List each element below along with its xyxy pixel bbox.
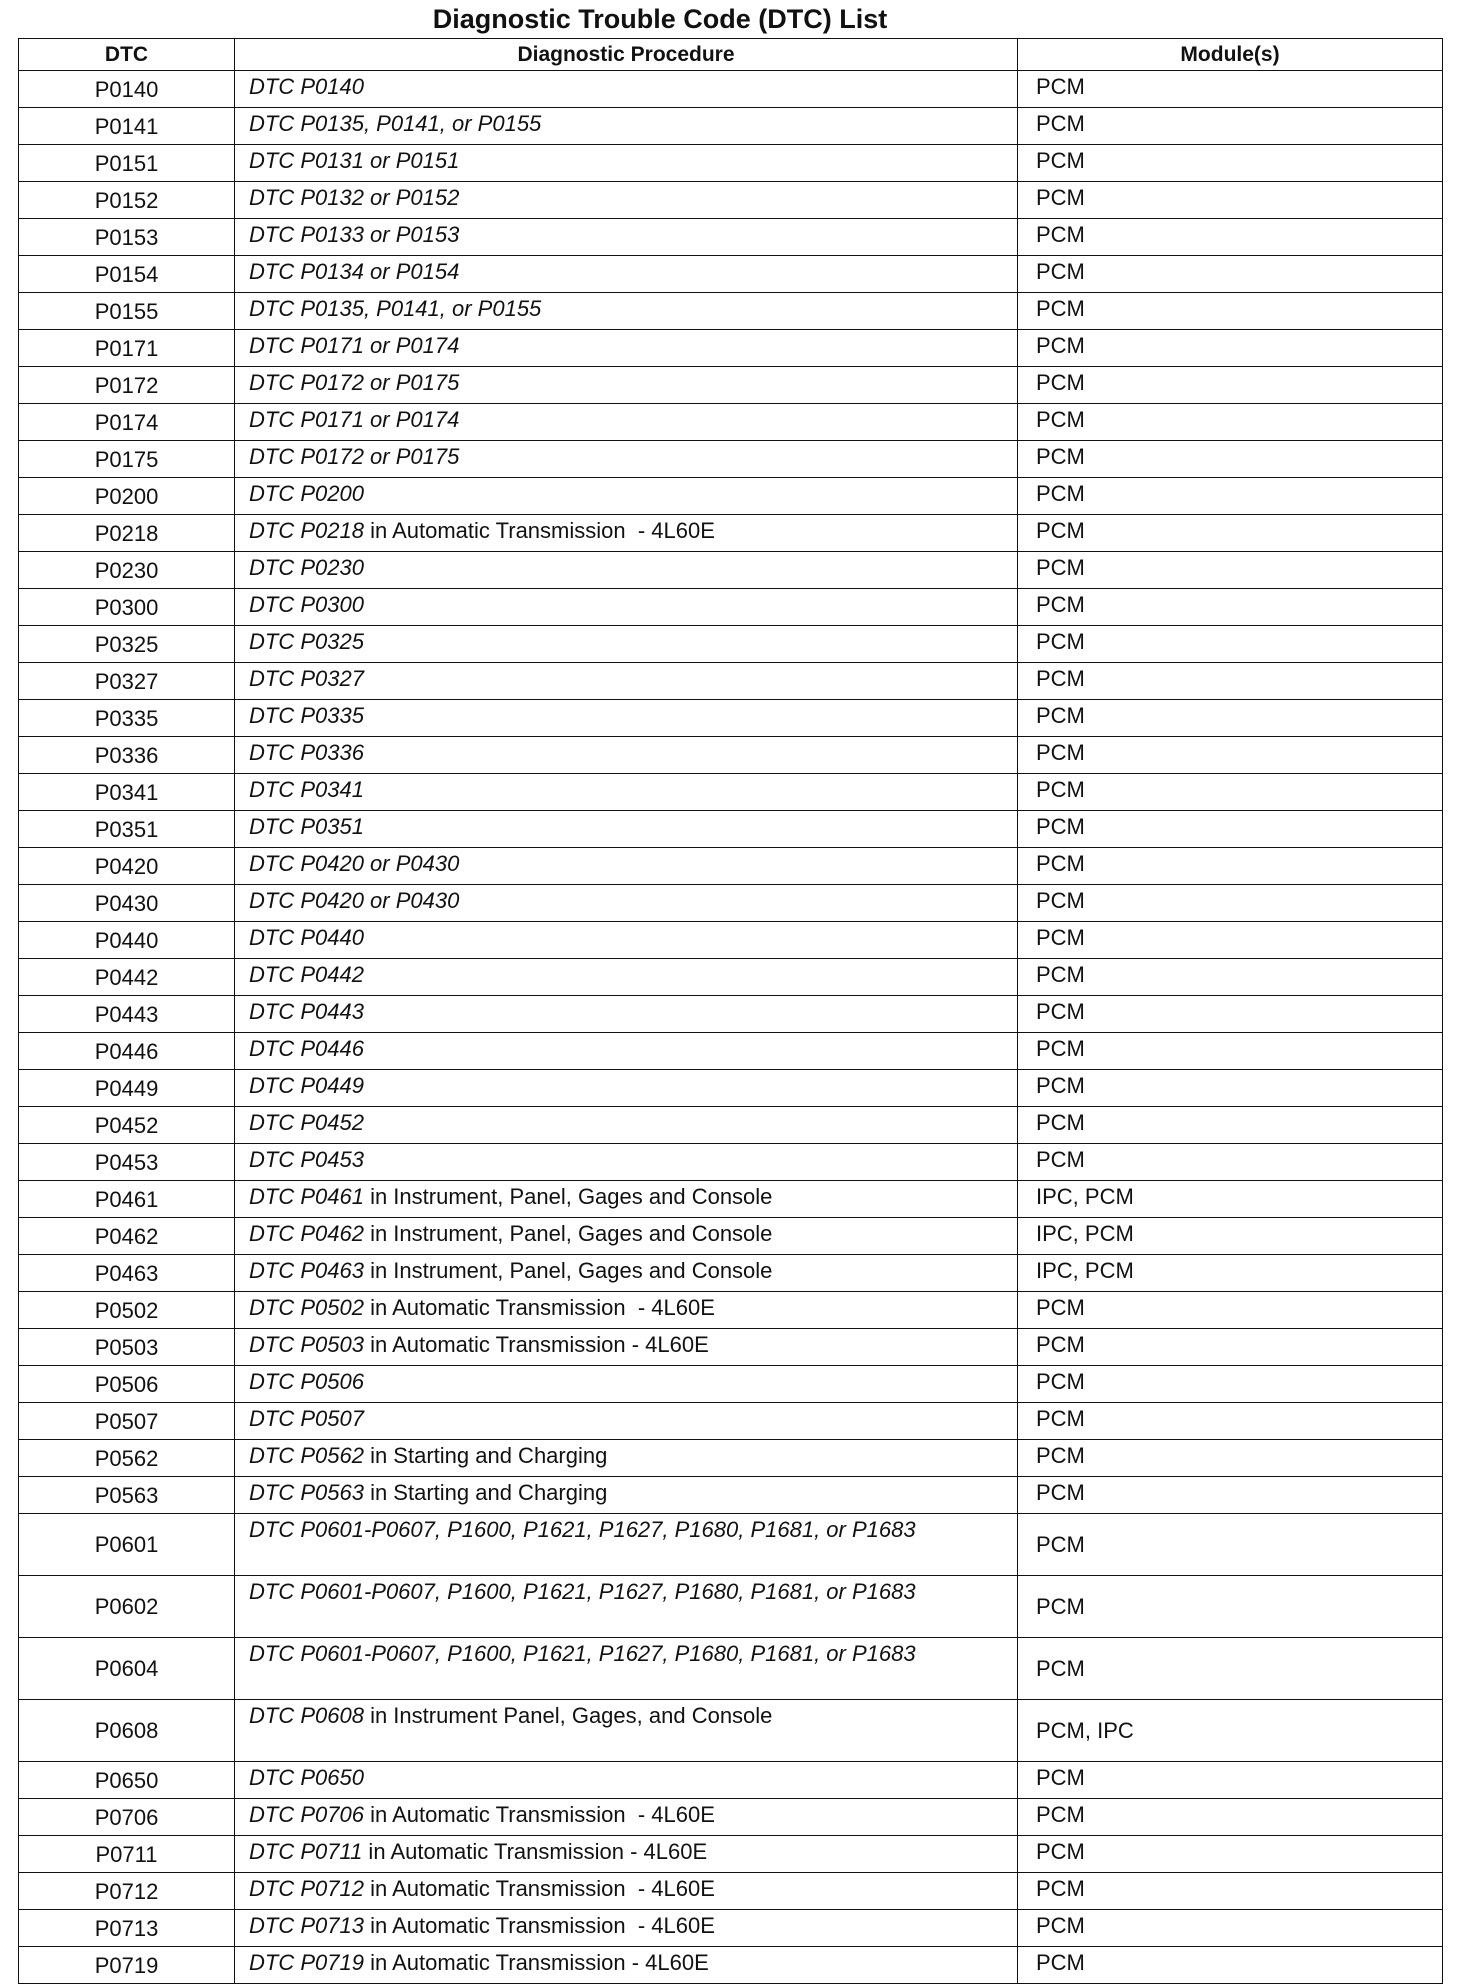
table-row — [19, 1576, 1443, 1638]
procedure-reference: DTC P0563 — [249, 1480, 364, 1505]
table-row — [19, 330, 1443, 367]
dtc-code: P0507 — [19, 1403, 235, 1440]
procedure-reference: DTC P0446 — [249, 1036, 364, 1061]
modules: PCM — [1018, 848, 1443, 885]
table-row — [19, 1181, 1443, 1218]
dtc-code: P0706 — [19, 1799, 235, 1836]
dtc-code: P0461 — [19, 1181, 235, 1218]
table-row — [19, 182, 1443, 219]
dtc-code: P0140 — [19, 71, 235, 108]
diagnostic-procedure — [235, 1107, 1018, 1144]
procedure-reference: DTC P0443 — [249, 999, 364, 1024]
modules: PCM — [1018, 996, 1443, 1033]
diagnostic-procedure — [235, 1070, 1018, 1107]
modules: PCM — [1018, 293, 1443, 330]
dtc-code: P0506 — [19, 1366, 235, 1403]
modules: PCM — [1018, 589, 1443, 626]
table-row — [19, 367, 1443, 404]
diagnostic-procedure — [235, 404, 1018, 441]
procedure-reference: DTC P0132 or P0152 — [249, 185, 460, 210]
procedure-reference: DTC P0601-P0607, P1600, P1621, P1627, P1680, P1681, or P1683 — [249, 1517, 916, 1542]
table-row — [19, 1255, 1443, 1292]
modules: PCM — [1018, 552, 1443, 589]
diagnostic-procedure — [235, 1403, 1018, 1440]
dtc-code: P0650 — [19, 1762, 235, 1799]
modules: IPC, PCM — [1018, 1255, 1443, 1292]
modules: PCM — [1018, 1440, 1443, 1477]
table-row — [19, 1107, 1443, 1144]
table-row — [19, 515, 1443, 552]
procedure-reference: DTC P0462 — [249, 1221, 364, 1246]
table-row — [19, 552, 1443, 589]
diagnostic-procedure — [235, 1255, 1018, 1292]
modules: PCM — [1018, 626, 1443, 663]
dtc-code: P0171 — [19, 330, 235, 367]
modules: PCM — [1018, 663, 1443, 700]
table-row — [19, 922, 1443, 959]
procedure-reference: DTC P0601-P0607, P1600, P1621, P1627, P1680, P1681, or P1683 — [249, 1579, 916, 1604]
dtc-code: P0604 — [19, 1638, 235, 1700]
dtc-code: P0218 — [19, 515, 235, 552]
procedure-location: in Instrument Panel, Gages, and Console — [363, 1703, 773, 1728]
dtc-code: P0341 — [19, 774, 235, 811]
diagnostic-procedure — [235, 700, 1018, 737]
table-row — [19, 848, 1443, 885]
procedure-reference: DTC P0712 — [249, 1876, 364, 1901]
table-row — [19, 626, 1443, 663]
diagnostic-procedure — [235, 774, 1018, 811]
procedure-reference: DTC P0442 — [249, 962, 364, 987]
procedure-location: in Automatic Transmission - 4L60E — [363, 1913, 715, 1938]
procedure-reference: DTC P0608 — [249, 1703, 364, 1728]
procedure-reference: DTC P0650 — [249, 1765, 364, 1790]
modules: PCM — [1018, 1070, 1443, 1107]
table-row — [19, 885, 1443, 922]
dtc-column-header: DTC — [19, 39, 235, 71]
modules: PCM — [1018, 885, 1443, 922]
dtc-code: P0300 — [19, 589, 235, 626]
table-row — [19, 1366, 1443, 1403]
procedure-column-header: Diagnostic Procedure — [235, 39, 1018, 71]
procedure-reference: DTC P0601-P0607, P1600, P1621, P1627, P1680, P1681, or P1683 — [249, 1641, 916, 1666]
modules: PCM — [1018, 478, 1443, 515]
modules: PCM — [1018, 1947, 1443, 1984]
dtc-code: P0430 — [19, 885, 235, 922]
procedure-reference: DTC P0172 or P0175 — [249, 370, 460, 395]
dtc-code: P0719 — [19, 1947, 235, 1984]
procedure-reference: DTC P0440 — [249, 925, 364, 950]
dtc-code: P0325 — [19, 626, 235, 663]
table-row — [19, 1329, 1443, 1366]
diagnostic-procedure — [235, 256, 1018, 293]
procedure-reference: DTC P0453 — [249, 1147, 364, 1172]
modules: PCM — [1018, 1836, 1443, 1873]
table-row — [19, 774, 1443, 811]
procedure-location: in Automatic Transmission - 4L60E — [363, 1876, 715, 1901]
diagnostic-procedure — [235, 663, 1018, 700]
procedure-location: in Instrument, Panel, Gages and Console — [363, 1184, 773, 1209]
dtc-code: P0502 — [19, 1292, 235, 1329]
procedure-location: in Starting and Charging — [363, 1443, 608, 1468]
table-row — [19, 71, 1443, 108]
modules: PCM — [1018, 1292, 1443, 1329]
diagnostic-procedure — [235, 367, 1018, 404]
procedure-reference: DTC P0135, P0141, or P0155 — [249, 296, 542, 321]
modules: PCM — [1018, 959, 1443, 996]
modules: PCM — [1018, 145, 1443, 182]
modules: PCM — [1018, 182, 1443, 219]
diagnostic-procedure — [235, 1218, 1018, 1255]
modules-column-header: Module(s) — [1018, 39, 1443, 71]
dtc-code: P0335 — [19, 700, 235, 737]
diagnostic-procedure — [235, 1638, 1018, 1700]
procedure-reference: DTC P0502 — [249, 1295, 364, 1320]
modules: PCM — [1018, 811, 1443, 848]
dtc-code: P0327 — [19, 663, 235, 700]
table-row — [19, 1033, 1443, 1070]
modules: PCM — [1018, 219, 1443, 256]
modules: PCM — [1018, 922, 1443, 959]
modules: PCM — [1018, 367, 1443, 404]
diagnostic-procedure — [235, 848, 1018, 885]
diagnostic-procedure — [235, 71, 1018, 108]
diagnostic-procedure — [235, 478, 1018, 515]
procedure-location: in Automatic Transmission - 4L60E — [363, 1802, 715, 1827]
table-row — [19, 441, 1443, 478]
diagnostic-procedure — [235, 1477, 1018, 1514]
diagnostic-procedure — [235, 1700, 1018, 1762]
modules: PCM — [1018, 737, 1443, 774]
table-row — [19, 589, 1443, 626]
procedure-location: in Automatic Transmission - 4L60E — [363, 518, 715, 543]
dtc-code: P0151 — [19, 145, 235, 182]
procedure-reference: DTC P0218 — [249, 518, 364, 543]
dtc-code: P0608 — [19, 1700, 235, 1762]
modules: PCM — [1018, 71, 1443, 108]
diagnostic-procedure — [235, 145, 1018, 182]
procedure-reference: DTC P0300 — [249, 592, 364, 617]
modules: PCM — [1018, 330, 1443, 367]
modules: PCM — [1018, 700, 1443, 737]
modules: PCM — [1018, 1144, 1443, 1181]
dtc-code: P0172 — [19, 367, 235, 404]
modules: PCM — [1018, 1403, 1443, 1440]
diagnostic-procedure — [235, 1514, 1018, 1576]
modules: PCM — [1018, 1762, 1443, 1799]
modules: PCM — [1018, 441, 1443, 478]
modules: PCM — [1018, 108, 1443, 145]
procedure-reference: DTC P0230 — [249, 555, 364, 580]
procedure-reference: DTC P0706 — [249, 1802, 364, 1827]
table-row — [19, 1403, 1443, 1440]
procedure-location: in Automatic Transmission - 4L60E — [363, 1295, 715, 1320]
dtc-code: P0154 — [19, 256, 235, 293]
dtc-code: P0503 — [19, 1329, 235, 1366]
procedure-reference: DTC P0135, P0141, or P0155 — [249, 111, 542, 136]
diagnostic-procedure — [235, 293, 1018, 330]
procedure-reference: DTC P0131 or P0151 — [249, 148, 460, 173]
diagnostic-procedure — [235, 1910, 1018, 1947]
dtc-code: P0712 — [19, 1873, 235, 1910]
table-row — [19, 663, 1443, 700]
modules: PCM — [1018, 1366, 1443, 1403]
dtc-code: P0230 — [19, 552, 235, 589]
procedure-location: in Automatic Transmission - 4L60E — [362, 1839, 708, 1864]
modules: IPC, PCM — [1018, 1181, 1443, 1218]
table-row — [19, 108, 1443, 145]
procedure-reference: DTC P0713 — [249, 1913, 364, 1938]
diagnostic-procedure — [235, 959, 1018, 996]
modules: PCM — [1018, 1873, 1443, 1910]
table-row — [19, 404, 1443, 441]
procedure-reference: DTC P0449 — [249, 1073, 364, 1098]
diagnostic-procedure — [235, 441, 1018, 478]
diagnostic-procedure — [235, 108, 1018, 145]
dtc-code: P0420 — [19, 848, 235, 885]
procedure-reference: DTC P0341 — [249, 777, 364, 802]
procedure-reference: DTC P0325 — [249, 629, 364, 654]
dtc-code: P0463 — [19, 1255, 235, 1292]
diagnostic-procedure — [235, 182, 1018, 219]
dtc-code: P0440 — [19, 922, 235, 959]
diagnostic-procedure — [235, 1799, 1018, 1836]
dtc-code: P0602 — [19, 1576, 235, 1638]
dtc-code: P0174 — [19, 404, 235, 441]
diagnostic-procedure — [235, 922, 1018, 959]
procedure-reference: DTC P0463 — [249, 1258, 364, 1283]
procedure-reference: DTC P0133 or P0153 — [249, 222, 460, 247]
modules: PCM, IPC — [1018, 1700, 1443, 1762]
diagnostic-procedure — [235, 1762, 1018, 1799]
diagnostic-procedure — [235, 1144, 1018, 1181]
table-row — [19, 478, 1443, 515]
table-row — [19, 1836, 1443, 1873]
dtc-code: P0141 — [19, 108, 235, 145]
table-row — [19, 811, 1443, 848]
diagnostic-procedure — [235, 1033, 1018, 1070]
procedure-reference: DTC P0200 — [249, 481, 364, 506]
procedure-reference: DTC P0461 — [249, 1184, 364, 1209]
dtc-code: P0711 — [19, 1836, 235, 1873]
table-row — [19, 219, 1443, 256]
procedure-reference: DTC P0420 or P0430 — [249, 851, 460, 876]
modules: PCM — [1018, 404, 1443, 441]
header-row — [19, 39, 1443, 71]
dtc-code: P0351 — [19, 811, 235, 848]
procedure-reference: DTC P0503 — [249, 1332, 364, 1357]
table-row — [19, 1514, 1443, 1576]
dtc-code: P0449 — [19, 1070, 235, 1107]
procedure-reference: DTC P0327 — [249, 666, 364, 691]
dtc-code: P0443 — [19, 996, 235, 1033]
dtc-code: P0175 — [19, 441, 235, 478]
procedure-reference: DTC P0351 — [249, 814, 364, 839]
table-row — [19, 700, 1443, 737]
procedure-reference: DTC P0336 — [249, 740, 364, 765]
modules: PCM — [1018, 774, 1443, 811]
table-row — [19, 1700, 1443, 1762]
procedure-reference: DTC P0506 — [249, 1369, 364, 1394]
table-row — [19, 1292, 1443, 1329]
modules: PCM — [1018, 1514, 1443, 1576]
page-title: Diagnostic Trouble Code (DTC) List — [432, 4, 888, 34]
modules: PCM — [1018, 1576, 1443, 1638]
procedure-reference: DTC P0420 or P0430 — [249, 888, 460, 913]
modules: IPC, PCM — [1018, 1218, 1443, 1255]
table-row — [19, 1638, 1443, 1700]
diagnostic-procedure — [235, 330, 1018, 367]
table-row — [19, 1070, 1443, 1107]
procedure-reference: DTC P0711 — [249, 1839, 363, 1864]
dtc-code: P0453 — [19, 1144, 235, 1181]
table-row — [19, 1799, 1443, 1836]
procedure-reference: DTC P0507 — [249, 1406, 364, 1431]
diagnostic-procedure — [235, 811, 1018, 848]
dtc-code: P0713 — [19, 1910, 235, 1947]
diagnostic-procedure — [235, 1181, 1018, 1218]
diagnostic-procedure — [235, 885, 1018, 922]
table-row — [19, 959, 1443, 996]
diagnostic-procedure — [235, 626, 1018, 663]
modules: PCM — [1018, 256, 1443, 293]
diagnostic-procedure — [235, 1366, 1018, 1403]
diagnostic-procedure — [235, 1329, 1018, 1366]
dtc-code: P0153 — [19, 219, 235, 256]
modules: PCM — [1018, 1799, 1443, 1836]
diagnostic-procedure — [235, 1836, 1018, 1873]
procedure-location: in Instrument, Panel, Gages and Console — [363, 1258, 773, 1283]
modules: PCM — [1018, 515, 1443, 552]
modules: PCM — [1018, 1329, 1443, 1366]
modules: PCM — [1018, 1910, 1443, 1947]
dtc-code: P0446 — [19, 1033, 235, 1070]
diagnostic-procedure — [235, 1440, 1018, 1477]
dtc-code: P0452 — [19, 1107, 235, 1144]
dtc-code: P0155 — [19, 293, 235, 330]
procedure-location: in Automatic Transmission - 4L60E — [363, 1332, 709, 1357]
procedure-reference: DTC P0140 — [249, 74, 364, 99]
table-row — [19, 996, 1443, 1033]
procedure-reference: DTC P0452 — [249, 1110, 364, 1135]
table-row — [19, 1477, 1443, 1514]
table-row — [19, 293, 1443, 330]
diagnostic-procedure — [235, 515, 1018, 552]
procedure-reference: DTC P0719 — [249, 1950, 364, 1975]
procedure-location: in Automatic Transmission - 4L60E — [363, 1950, 709, 1975]
dtc-code: P0200 — [19, 478, 235, 515]
dtc-code: P0562 — [19, 1440, 235, 1477]
modules: PCM — [1018, 1107, 1443, 1144]
modules: PCM — [1018, 1033, 1443, 1070]
procedure-location: in Instrument, Panel, Gages and Console — [363, 1221, 773, 1246]
table-row — [19, 1144, 1443, 1181]
procedure-reference: DTC P0562 — [249, 1443, 364, 1468]
procedure-reference: DTC P0172 or P0175 — [249, 444, 460, 469]
dtc-code: P0442 — [19, 959, 235, 996]
table-row — [19, 1910, 1443, 1947]
table-row — [19, 1947, 1443, 1984]
modules: PCM — [1018, 1638, 1443, 1700]
diagnostic-procedure — [235, 219, 1018, 256]
table-row — [19, 256, 1443, 293]
dtc-code: P0336 — [19, 737, 235, 774]
table-row — [19, 1440, 1443, 1477]
diagnostic-procedure — [235, 589, 1018, 626]
procedure-location: in Starting and Charging — [363, 1480, 608, 1505]
dtc-code: P0601 — [19, 1514, 235, 1576]
dtc-code: P0462 — [19, 1218, 235, 1255]
procedure-reference: DTC P0335 — [249, 703, 364, 728]
diagnostic-procedure — [235, 1947, 1018, 1984]
dtc-table — [18, 38, 1443, 1984]
table-row — [19, 737, 1443, 774]
table-row — [19, 1762, 1443, 1799]
table-row — [19, 145, 1443, 182]
dtc-code: P0152 — [19, 182, 235, 219]
procedure-reference: DTC P0134 or P0154 — [249, 259, 460, 284]
procedure-reference: DTC P0171 or P0174 — [249, 407, 460, 432]
procedure-reference: DTC P0171 or P0174 — [249, 333, 460, 358]
diagnostic-procedure — [235, 737, 1018, 774]
modules: PCM — [1018, 1477, 1443, 1514]
diagnostic-procedure — [235, 552, 1018, 589]
diagnostic-procedure — [235, 1292, 1018, 1329]
table-row — [19, 1218, 1443, 1255]
dtc-code: P0563 — [19, 1477, 235, 1514]
diagnostic-procedure — [235, 1576, 1018, 1638]
diagnostic-procedure — [235, 996, 1018, 1033]
